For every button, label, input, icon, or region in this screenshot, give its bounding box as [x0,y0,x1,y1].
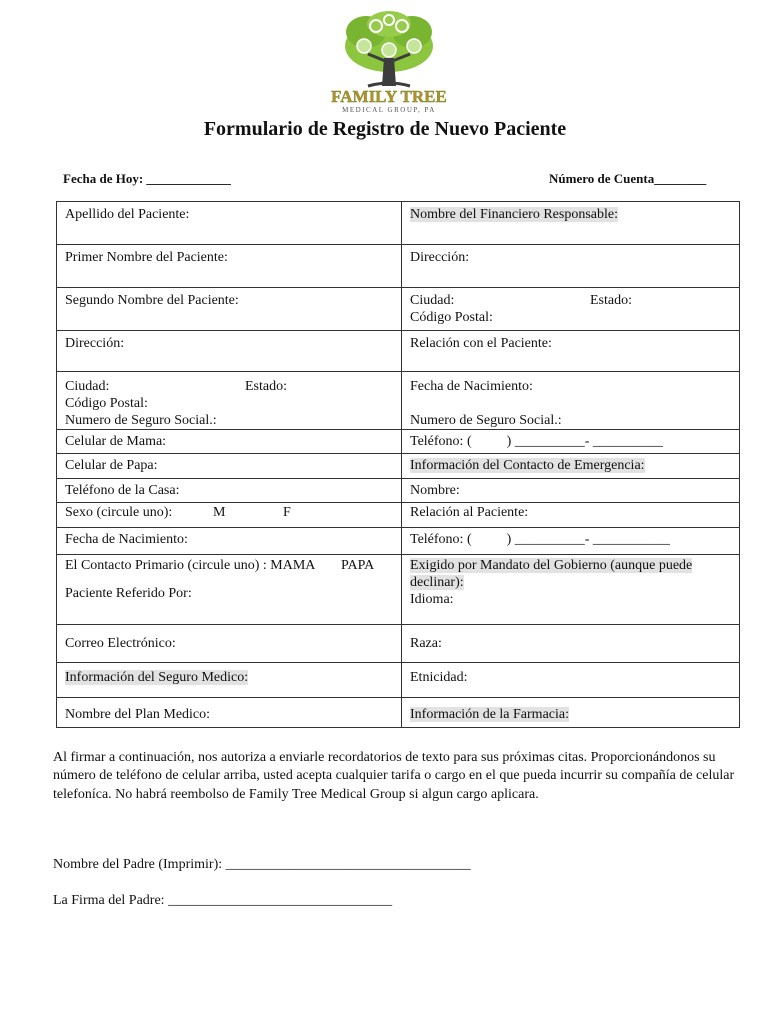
field-primer-nombre[interactable] [57,245,402,288]
label-referido: Paciente Referido Por: [65,586,192,601]
page-title: Formulario de Registro de Nuevo Paciente [203,118,567,140]
label-ciudad-resp: Ciudad: [410,293,455,308]
label-direccion-resp: Dirección: [410,250,470,265]
label-nacimiento: Fecha de Nacimiento: [65,532,188,547]
field-celular-mama[interactable] [57,430,402,454]
label-cp: Código Postal: [65,396,148,411]
nombre-padre-field[interactable]: Nombre del Padre (Imprimir): ___________________________________ [53,857,471,872]
field-seguro[interactable] [57,663,402,698]
label-primer-nombre: Primer Nombre del Paciente: [65,250,228,265]
registration-form-table [56,201,740,728]
fecha-de-hoy: Fecha de Hoy: _____________ [63,171,231,186]
field-emergencia[interactable] [402,454,740,479]
field-correo[interactable] [57,625,402,663]
label-contacto-primario: El Contacto Primario (circule uno) : MAMA [65,558,316,573]
field-plan-medico[interactable] [57,698,402,728]
field-telefono-resp[interactable] [402,430,740,454]
label-etnicidad: Etnicidad: [410,670,468,685]
field-nacimiento-resp[interactable] [402,372,740,430]
label-direccion: Dirección: [65,336,125,351]
field-emergencia-nombre[interactable] [402,479,740,503]
label-ssn-resp: Numero de Seguro Social.: [410,413,562,428]
numero-de-cuenta: Número de Cuenta________ [549,171,707,186]
field-emergencia-telefono[interactable] [402,528,740,555]
label-ciudad: Ciudad: [65,379,110,394]
tree-icon [345,11,433,86]
consent-disclaimer: Al firmar a continuación, nos autoriza a enviarle recordatorios de texto para sus próximas citas. Proporcionándonos su número de teléfono de celular arriba, usted acepta cualquier tarifa o cargo en el que pueda incurrir su compañía de celular telefoníca. No habrá reembolso de Family Tree Medical Group si algun cargo aplicara. [53,750,735,802]
field-financiero[interactable] [402,202,740,245]
label-apellido: Apellido del Paciente: [65,207,190,222]
field-etnicidad[interactable] [402,663,740,698]
label-relacion-paciente: Relación al Paciente: [410,505,529,520]
field-gobierno[interactable] [402,555,740,625]
field-raza[interactable] [402,625,740,663]
label-celular-papa: Celular de Papa: [65,458,158,473]
contacto-option-papa[interactable]: PAPA [341,558,375,573]
field-farmacia[interactable] [402,698,740,728]
field-telefono-casa[interactable] [57,479,402,503]
label-raza: Raza: [410,636,442,651]
sexo-option-m[interactable]: M [213,505,226,520]
label-idioma: Idioma: [410,592,454,607]
label-cp-resp: Código Postal: [410,310,493,325]
field-ciudad[interactable] [57,372,402,430]
field-nacimiento[interactable] [57,528,402,555]
label-ssn: Numero de Seguro Social.: [65,413,217,428]
section-seguro-medico: Información del Seguro Medico: [65,670,249,685]
label-relacion: Relación con el Paciente: [410,336,552,351]
label-celular-mama: Celular de Mama: [65,434,167,449]
field-relacion[interactable] [402,331,740,372]
label-emergencia-telefono: Teléfono: ( ) __________- ___________ [410,532,670,547]
field-celular-papa[interactable] [57,454,402,479]
logo-sub: MEDICAL GROUP, PA [342,106,436,114]
family-tree-logo [328,10,450,114]
field-apellido[interactable] [57,202,402,245]
field-relacion-paciente[interactable] [402,503,740,528]
label-plan-medico: Nombre del Plan Medico: [65,707,211,722]
label-estado-resp: Estado: [590,293,632,308]
section-financiero-responsable: Nombre del Financiero Responsable: [410,207,619,222]
field-direccion[interactable] [57,331,402,372]
section-farmacia: Información de la Farmacia: [410,707,569,722]
logo-name: FAMILY TREE [331,87,447,106]
section-contacto-emergencia: Información del Contacto de Emergencia: [410,458,645,473]
sexo-option-f[interactable]: F [283,505,291,520]
field-segundo-nombre[interactable] [57,288,402,331]
label-nacimiento-resp: Fecha de Nacimiento: [410,379,533,394]
field-sexo[interactable] [57,503,402,528]
field-ciudad-resp[interactable] [402,288,740,331]
label-sexo: Sexo (circule uno): [65,505,173,520]
label-correo: Correo Electrónico: [65,636,176,651]
section-gobierno: Exigido por Mandato del Gobierno (aunque puede declinar): [410,558,693,590]
firma-padre-field[interactable]: La Firma del Padre: ________________________________ [53,893,393,908]
field-direccion-resp[interactable] [402,245,740,288]
label-segundo-nombre: Segundo Nombre del Paciente: [65,293,239,308]
label-estado: Estado: [245,379,287,394]
field-contacto-primario[interactable] [57,555,402,625]
label-telefono-resp: Teléfono: ( ) __________- __________ [410,434,663,449]
label-telefono-casa: Teléfono de la Casa: [65,483,180,498]
label-emergencia-nombre: Nombre: [410,483,460,498]
